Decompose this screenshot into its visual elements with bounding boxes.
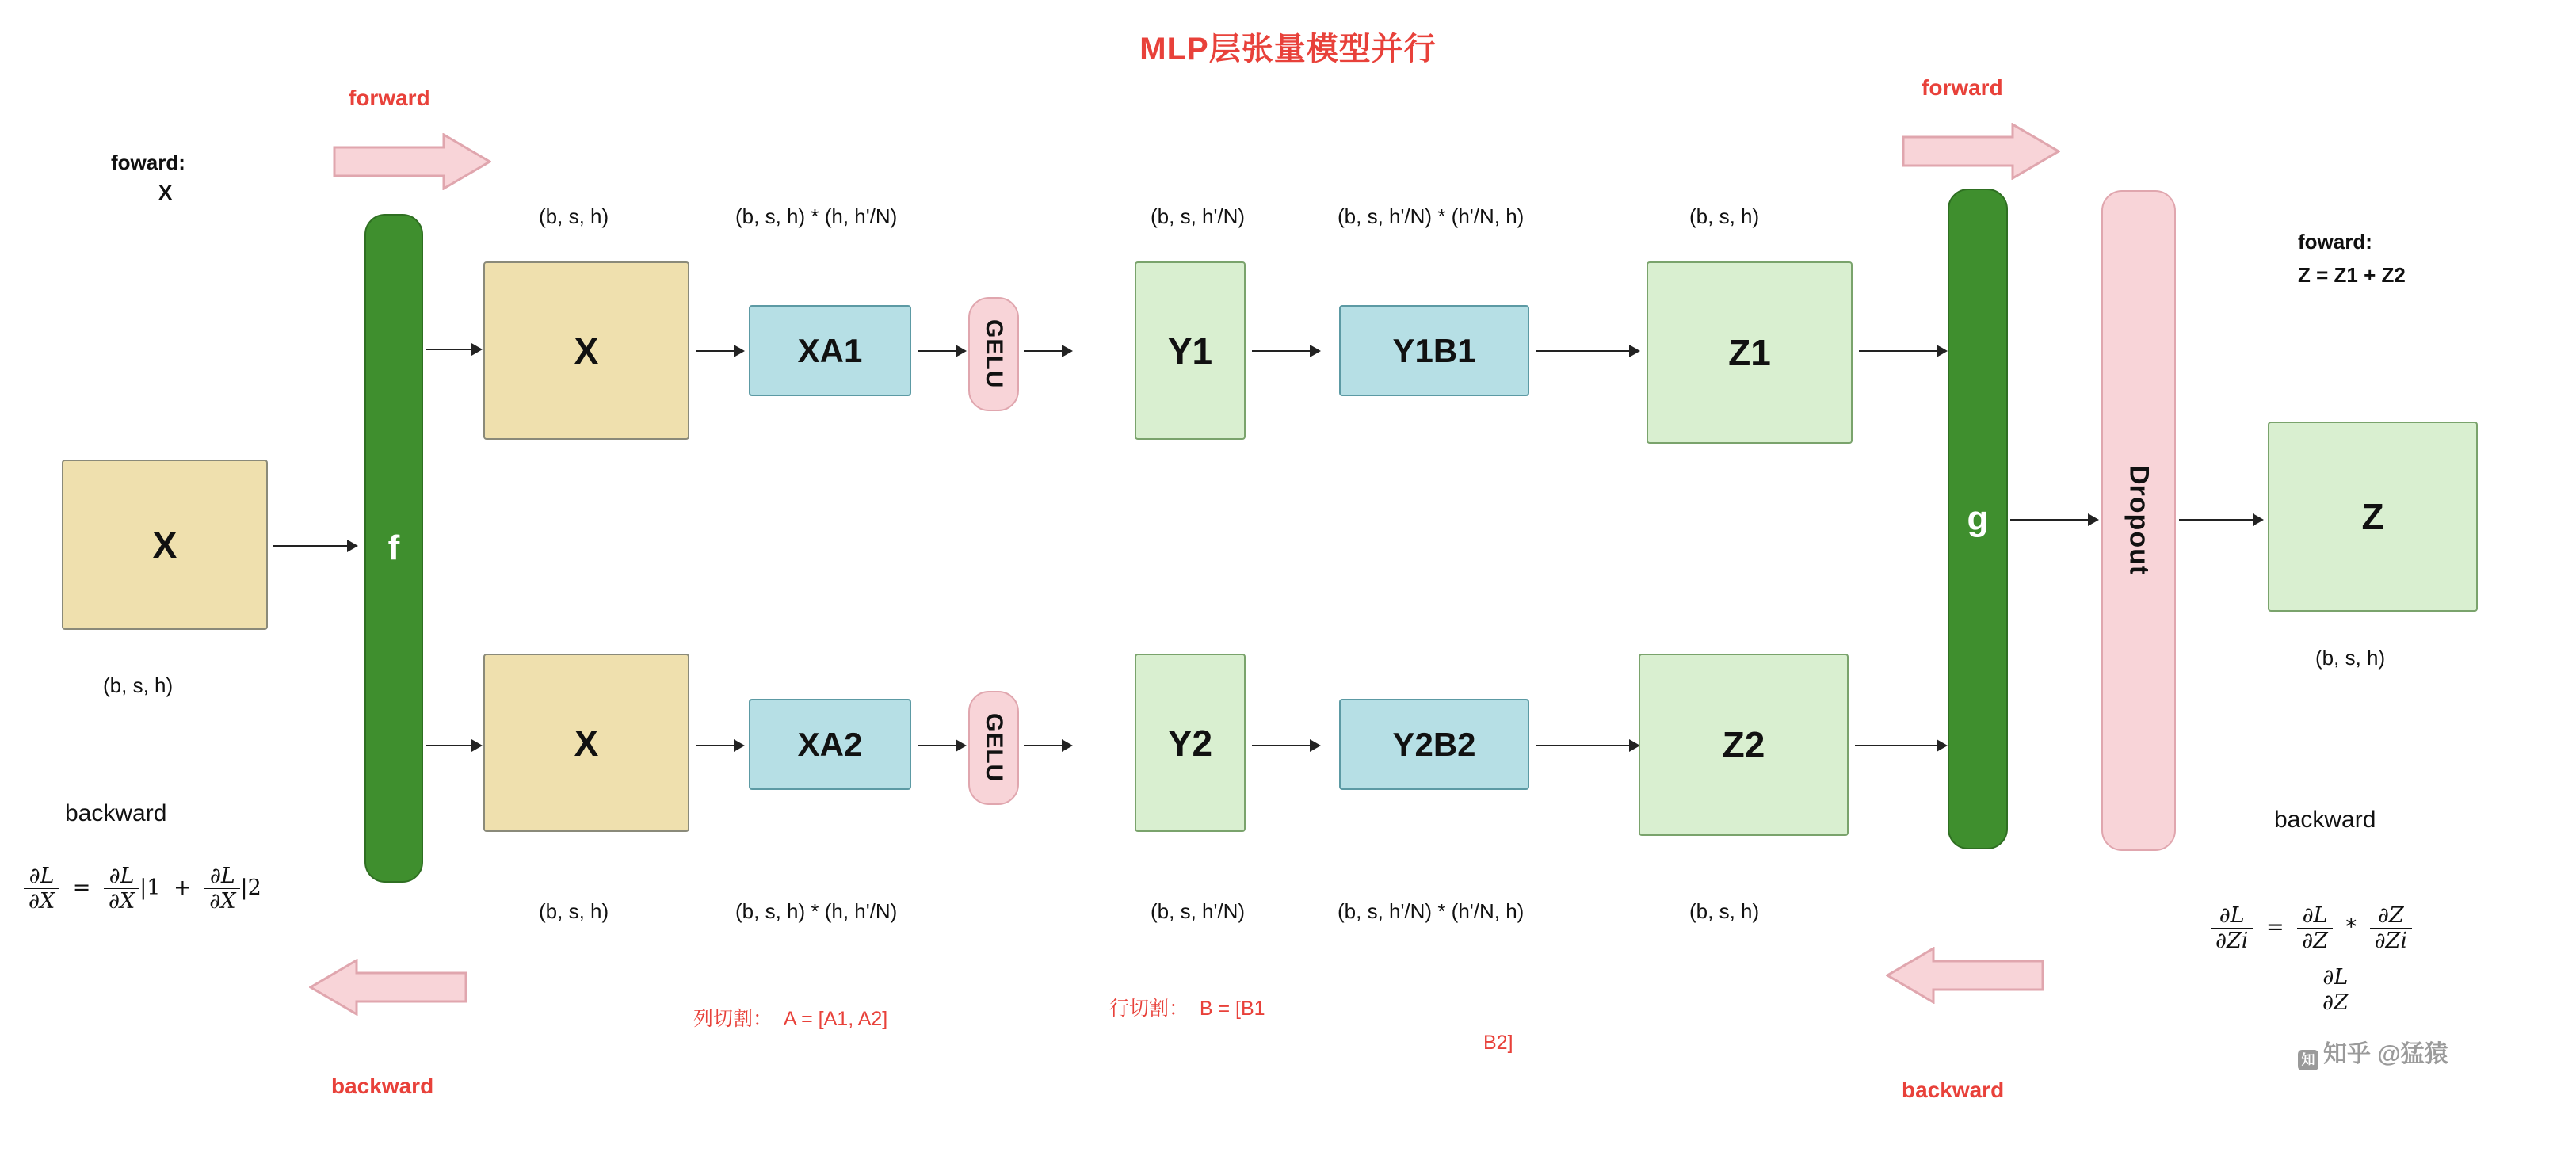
left-formula-t1-suffix: |1 (139, 876, 161, 900)
input-shape-label: (b, s, h) (103, 673, 174, 697)
shape-bottom-2: (b, s, h) * (h, h'/N) (735, 899, 898, 923)
column-split-note: 列切割： A = [A1, A2] (693, 1008, 888, 1030)
right-formula-multiply: * (2345, 915, 2357, 940)
right-formula-extra (2318, 965, 2353, 1015)
f-gate-bar (364, 214, 423, 883)
right-formula-t1-den: ∂Z (2302, 929, 2328, 953)
bottom-gelu-pill (968, 691, 1019, 805)
connector-top-x-to-xa1 (696, 350, 743, 352)
backward-label-bottom-right: backward (1902, 1078, 2005, 1102)
right-formula-t2-den: ∂Zi (2374, 929, 2407, 953)
right-formula-term2 (2370, 903, 2412, 953)
top-xa1-box (749, 305, 911, 396)
connector-bottom-y2-to-y2b2 (1252, 745, 1319, 746)
top-y1b1-box (1339, 305, 1529, 396)
forward-arrow-top-right (1902, 123, 2060, 180)
bottom-y2-label: Y2 (1167, 722, 1213, 764)
shape-top-2: (b, s, h) * (h, h'/N) (735, 204, 898, 228)
top-gelu-pill (968, 297, 1019, 411)
connector-bottom-z2-to-g (1855, 745, 1946, 746)
bottom-z2-box (1639, 654, 1849, 836)
top-x-box (483, 261, 689, 440)
g-gate-label: g (1967, 499, 1989, 538)
top-gelu-label: GELU (981, 319, 1007, 389)
left-formula-t2-num: ∂L (204, 864, 240, 889)
left-formula-lhs-num: ∂L (24, 864, 59, 889)
right-formula-term1 (2297, 903, 2333, 953)
bottom-y2b2-box (1339, 699, 1529, 790)
bottom-xa2-label: XA2 (797, 725, 863, 763)
top-y1-box (1135, 261, 1246, 440)
connector-bottom-gelu-to-y2 (1024, 745, 1071, 746)
connector-bottom-y2b2-to-z2 (1536, 745, 1639, 746)
f-gate-label: f (387, 528, 400, 567)
top-xa1-label: XA1 (797, 331, 863, 369)
left-gradient-formula (24, 864, 261, 914)
connector-bottom-xa2-to-gelu (918, 745, 965, 746)
left-formula-t1-num: ∂L (104, 864, 139, 889)
right-formula-lhs (2211, 903, 2253, 953)
backward-label-left: backward (65, 800, 167, 826)
foward-z-label-line2: Z = Z1 + Z2 (2298, 263, 2406, 287)
left-formula-equals: = (72, 876, 91, 900)
left-formula-t1-den: ∂X (109, 889, 135, 914)
bottom-gelu-label: GELU (981, 713, 1007, 783)
backward-arrow-bottom-right (1886, 947, 2044, 1004)
shape-bottom-4: (b, s, h'/N) * (h'/N, h) (1338, 899, 1525, 923)
foward-z-label-line1: foward: (2298, 230, 2372, 254)
watermark (2298, 1034, 2448, 1070)
connector-top-y1-to-y1b1 (1252, 350, 1319, 352)
right-formula-t2-num: ∂Z (2370, 903, 2412, 929)
top-y1b1-label: Y1B1 (1392, 331, 1476, 369)
right-formula-extra-den: ∂Z (2322, 990, 2349, 1015)
shape-top-5: (b, s, h) (1689, 204, 1760, 228)
connector-g-to-dropout (2010, 519, 2097, 521)
shape-bottom-3: (b, s, h'/N) (1151, 899, 1246, 923)
g-gate-bar (1948, 189, 2008, 849)
right-gradient-formula (2211, 903, 2412, 953)
dropout-label: Dropout (2124, 465, 2154, 576)
bottom-xa2-box (749, 699, 911, 790)
input-x-box (62, 460, 268, 630)
dropout-pill (2101, 190, 2176, 851)
forward-arrow-top-left (333, 133, 491, 190)
shape-top-1: (b, s, h) (539, 204, 609, 228)
shape-top-3: (b, s, h'/N) (1151, 204, 1246, 228)
zhihu-logo-icon: 知 (2298, 1050, 2318, 1070)
row-split-note-line1: 行切割： B = [B1 (1109, 998, 1265, 1020)
bottom-x-box (483, 654, 689, 832)
shape-bottom-1: (b, s, h) (539, 899, 609, 923)
output-z-label: Z (2361, 496, 2384, 537)
right-formula-extra-num: ∂L (2318, 965, 2353, 990)
backward-label-bottom-left: backward (331, 1074, 434, 1098)
row-split-note-line2: B2] (1483, 1032, 1513, 1054)
left-formula-term1 (104, 864, 139, 914)
top-z1-box (1647, 261, 1853, 444)
top-x-label: X (574, 330, 599, 372)
connector-top-xa1-to-gelu (918, 350, 965, 352)
forward-label-top-right: forward (1922, 75, 2003, 100)
forward-label-top-left: forward (349, 86, 430, 110)
connector-bottom-x-to-xa2 (696, 745, 743, 746)
bottom-y2-box (1135, 654, 1246, 832)
left-formula-t2-suffix: |2 (240, 876, 261, 900)
right-formula-t1-num: ∂L (2297, 903, 2333, 929)
watermark-text: 知乎 @猛猿 (2323, 1041, 2448, 1067)
foward-x-label-line2: X (158, 181, 173, 204)
left-formula-term2 (204, 864, 240, 914)
right-formula-lhs-num: ∂L (2211, 903, 2253, 929)
bottom-y2b2-label: Y2B2 (1392, 725, 1476, 763)
right-formula-lhs-den: ∂Zi (2215, 929, 2249, 953)
connector-top-z1-to-g (1859, 350, 1946, 352)
left-formula-lhs (24, 864, 59, 914)
connector-top-y1b1-to-z1 (1536, 350, 1639, 352)
connector-top-gelu-to-y1 (1024, 350, 1071, 352)
connector-input-to-f (273, 545, 357, 547)
output-shape-label: (b, s, h) (2315, 646, 2386, 670)
left-formula-plus: + (174, 876, 192, 900)
left-formula-lhs-den: ∂X (29, 889, 55, 914)
input-x-label: X (152, 524, 177, 566)
top-y1-label: Y1 (1167, 330, 1213, 372)
output-z-box (2268, 422, 2478, 612)
bottom-x-label: X (574, 722, 599, 764)
foward-x-label-line1: foward: (111, 151, 185, 174)
connector-f-to-top-x (426, 349, 481, 350)
left-formula-t2-den: ∂X (209, 889, 236, 914)
diagram-title: MLP层张量模型并行 (1139, 32, 1437, 67)
shape-top-4: (b, s, h'/N) * (h'/N, h) (1338, 204, 1525, 228)
bottom-z2-label: Z2 (1722, 724, 1765, 765)
shape-bottom-5: (b, s, h) (1689, 899, 1760, 923)
connector-f-to-bottom-x (426, 745, 481, 746)
backward-arrow-bottom-left (309, 959, 467, 1016)
connector-dropout-to-z (2179, 519, 2262, 521)
right-gradient-formula-extra (2318, 965, 2353, 1015)
top-z1-label: Z1 (1728, 332, 1771, 373)
right-formula-equals: = (2265, 915, 2284, 940)
backward-label-right: backward (2274, 807, 2376, 833)
